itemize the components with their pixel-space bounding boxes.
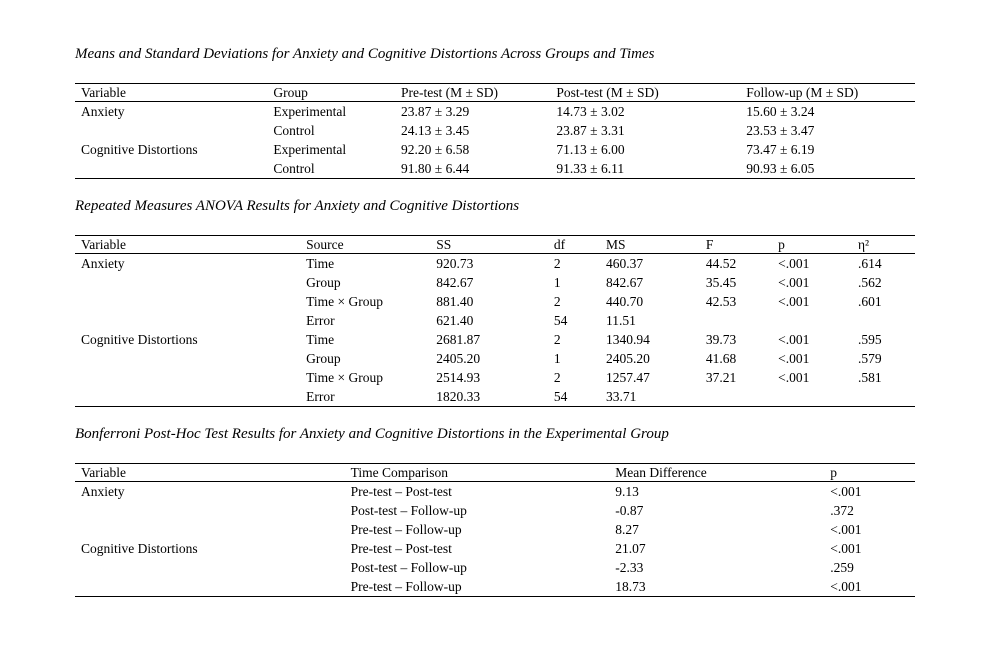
table-cell bbox=[772, 387, 852, 407]
table-cell: 21.07 bbox=[615, 540, 646, 556]
table-cell: Group bbox=[306, 274, 341, 290]
table-cell bbox=[75, 501, 345, 520]
table-row bbox=[75, 368, 915, 387]
posthoc-table bbox=[75, 463, 915, 597]
table-cell: Experimental bbox=[273, 141, 347, 157]
table-cell bbox=[75, 273, 300, 292]
table-row bbox=[75, 330, 915, 349]
header-row bbox=[75, 236, 915, 254]
table-cell: 842.67 bbox=[605, 274, 644, 290]
column-header: p bbox=[824, 464, 915, 482]
table-row bbox=[75, 501, 915, 520]
table-cell: 44.52 bbox=[705, 255, 737, 271]
column-header: Variable bbox=[75, 464, 345, 482]
table-cell: 42.53 bbox=[705, 293, 737, 309]
means-sd-table-title: Means and Standard Deviations for Anxiety and Cognitive Distortions Across Groups and Times bbox=[75, 46, 655, 62]
column-header: Variable bbox=[75, 236, 300, 254]
table-cell: Post-test – Follow-up bbox=[350, 559, 467, 575]
anova-table-title: Repeated Measures ANOVA Results for Anxiety and Cognitive Distortions bbox=[75, 198, 520, 214]
table-cell: Pre-test – Post-test bbox=[350, 483, 452, 499]
table-row bbox=[75, 539, 915, 558]
table-cell: Time bbox=[306, 255, 335, 271]
table-cell: Experimental bbox=[273, 103, 347, 119]
table-cell: <.001 bbox=[830, 483, 862, 499]
table-cell: 2 bbox=[553, 255, 561, 271]
table-cell: -0.87 bbox=[615, 502, 644, 518]
table-cell: 1257.47 bbox=[605, 369, 650, 385]
table-cell: <.001 bbox=[830, 521, 862, 537]
table-cell bbox=[852, 387, 915, 407]
table-cell: Time × Group bbox=[306, 369, 383, 385]
table-cell: <.001 bbox=[778, 274, 810, 290]
table-cell: 2 bbox=[553, 331, 561, 347]
table-cell: 24.13 ± 3.45 bbox=[401, 122, 470, 138]
column-header: MS bbox=[600, 236, 700, 254]
table-row bbox=[75, 387, 915, 407]
table-cell: 621.40 bbox=[436, 312, 474, 328]
posthoc-table-title: Bonferroni Post-Hoc Test Results for Anxiety and Cognitive Distortions in the Experimental Group bbox=[75, 426, 669, 442]
column-header: Variable bbox=[75, 84, 267, 102]
table-cell: 440.70 bbox=[605, 293, 644, 309]
table-cell: .259 bbox=[830, 559, 854, 575]
document-content bbox=[75, 46, 915, 616]
table-cell: 2405.20 bbox=[605, 350, 650, 366]
table-cell: 23.87 ± 3.29 bbox=[401, 103, 470, 119]
table-cell: Control bbox=[273, 160, 315, 176]
table-cell: 1820.33 bbox=[436, 388, 481, 404]
table-cell bbox=[700, 387, 772, 407]
table-row bbox=[75, 121, 915, 140]
table-cell: 2 bbox=[553, 293, 561, 309]
table-row bbox=[75, 520, 915, 539]
column-header: η² bbox=[852, 236, 915, 254]
table-row bbox=[75, 577, 915, 597]
table-cell bbox=[852, 311, 915, 330]
table-cell: Anxiety bbox=[81, 103, 125, 119]
table-cell: .595 bbox=[857, 331, 882, 347]
table-cell: .614 bbox=[857, 255, 882, 271]
table-row bbox=[75, 292, 915, 311]
means-sd-table bbox=[75, 83, 915, 179]
table-cell: Cognitive Distortions bbox=[81, 141, 198, 157]
table-cell: 1340.94 bbox=[605, 331, 650, 347]
table-cell: Error bbox=[306, 312, 335, 328]
column-header: Source bbox=[300, 236, 430, 254]
table-cell: 460.37 bbox=[605, 255, 644, 271]
table-cell: 842.67 bbox=[436, 274, 474, 290]
table-cell: Error bbox=[306, 388, 335, 404]
column-header: Follow-up (M ± SD) bbox=[740, 84, 915, 102]
table-cell: 35.45 bbox=[705, 274, 737, 290]
table-row bbox=[75, 482, 915, 502]
table-cell: 881.40 bbox=[436, 293, 474, 309]
table-cell: Cognitive Distortions bbox=[81, 540, 198, 556]
table-cell: 9.13 bbox=[615, 483, 639, 499]
table-cell: 92.20 ± 6.58 bbox=[401, 141, 470, 157]
table-cell bbox=[75, 349, 300, 368]
table-cell: 920.73 bbox=[436, 255, 474, 271]
column-header: Post-test (M ± SD) bbox=[550, 84, 740, 102]
table-cell: <.001 bbox=[778, 293, 810, 309]
table-cell: Post-test – Follow-up bbox=[350, 502, 467, 518]
table-cell bbox=[75, 311, 300, 330]
table-cell: Anxiety bbox=[81, 255, 125, 271]
table-cell bbox=[75, 558, 345, 577]
header-row bbox=[75, 84, 915, 102]
table-cell bbox=[75, 520, 345, 539]
table-row bbox=[75, 159, 915, 179]
table-cell: 91.80 ± 6.44 bbox=[401, 160, 470, 176]
table-cell: 1 bbox=[553, 350, 561, 366]
table-cell: <.001 bbox=[830, 540, 862, 556]
table-cell bbox=[75, 387, 300, 407]
table-cell: 2 bbox=[553, 369, 561, 385]
column-header: Group bbox=[267, 84, 395, 102]
table-cell: 91.33 ± 6.11 bbox=[556, 160, 625, 176]
table-cell: .601 bbox=[857, 293, 882, 309]
column-header: SS bbox=[430, 236, 548, 254]
table-cell: .372 bbox=[830, 502, 854, 518]
table-cell: 15.60 ± 3.24 bbox=[746, 103, 815, 119]
table-row bbox=[75, 273, 915, 292]
table-cell bbox=[75, 121, 267, 140]
column-header: df bbox=[548, 236, 600, 254]
table-cell: 73.47 ± 6.19 bbox=[746, 141, 815, 157]
column-header: Time Comparison bbox=[345, 464, 610, 482]
table-row bbox=[75, 254, 915, 274]
table-row bbox=[75, 102, 915, 122]
table-cell: 90.93 ± 6.05 bbox=[746, 160, 815, 176]
table-cell bbox=[75, 577, 345, 597]
table-cell: 11.51 bbox=[605, 312, 636, 328]
table-cell: Time bbox=[306, 331, 335, 347]
table-cell: Cognitive Distortions bbox=[81, 331, 198, 347]
table-cell: 2405.20 bbox=[436, 350, 481, 366]
table-cell bbox=[700, 311, 772, 330]
table-cell: <.001 bbox=[778, 350, 810, 366]
table-cell: <.001 bbox=[778, 369, 810, 385]
table-cell: 37.21 bbox=[705, 369, 737, 385]
column-header: Pre-test (M ± SD) bbox=[395, 84, 550, 102]
table-cell: 1 bbox=[553, 274, 561, 290]
posthoc-table-section bbox=[75, 426, 915, 597]
table-cell: 33.71 bbox=[605, 388, 637, 404]
table-cell: Group bbox=[306, 350, 341, 366]
table-cell: 8.27 bbox=[615, 521, 639, 537]
anova-table-section bbox=[75, 198, 915, 407]
table-cell: 23.87 ± 3.31 bbox=[556, 122, 625, 138]
column-header: p bbox=[772, 236, 852, 254]
table-row bbox=[75, 140, 915, 159]
table-cell: 39.73 bbox=[705, 331, 737, 347]
table-cell: 41.68 bbox=[705, 350, 737, 366]
table-cell: 2681.87 bbox=[436, 331, 481, 347]
table-cell: Time × Group bbox=[306, 293, 383, 309]
header-row bbox=[75, 464, 915, 482]
table-cell: 18.73 bbox=[615, 578, 646, 594]
table-cell: Anxiety bbox=[81, 483, 125, 499]
table-cell: 23.53 ± 3.47 bbox=[746, 122, 815, 138]
table-cell bbox=[772, 311, 852, 330]
table-row bbox=[75, 349, 915, 368]
table-cell: .581 bbox=[857, 369, 882, 385]
table-cell: Control bbox=[273, 122, 315, 138]
table-cell: <.001 bbox=[778, 331, 810, 347]
table-cell: 54 bbox=[553, 312, 568, 328]
means-sd-table-section bbox=[75, 46, 915, 179]
table-cell bbox=[75, 368, 300, 387]
table-cell: 71.13 ± 6.00 bbox=[556, 141, 625, 157]
table-cell: 14.73 ± 3.02 bbox=[556, 103, 625, 119]
table-cell: Pre-test – Follow-up bbox=[350, 521, 462, 537]
table-cell: <.001 bbox=[830, 578, 862, 594]
table-cell: Pre-test – Post-test bbox=[350, 540, 452, 556]
column-header: Mean Difference bbox=[609, 464, 824, 482]
table-cell: 2514.93 bbox=[436, 369, 481, 385]
table-cell bbox=[75, 159, 267, 179]
table-cell: Pre-test – Follow-up bbox=[350, 578, 462, 594]
column-header: F bbox=[700, 236, 772, 254]
table-cell: <.001 bbox=[778, 255, 810, 271]
table-cell: .579 bbox=[857, 350, 882, 366]
anova-table bbox=[75, 235, 915, 407]
table-cell bbox=[75, 292, 300, 311]
table-cell: .562 bbox=[857, 274, 882, 290]
table-cell: -2.33 bbox=[615, 559, 644, 575]
table-row bbox=[75, 311, 915, 330]
table-row bbox=[75, 558, 915, 577]
table-cell: 54 bbox=[553, 388, 568, 404]
